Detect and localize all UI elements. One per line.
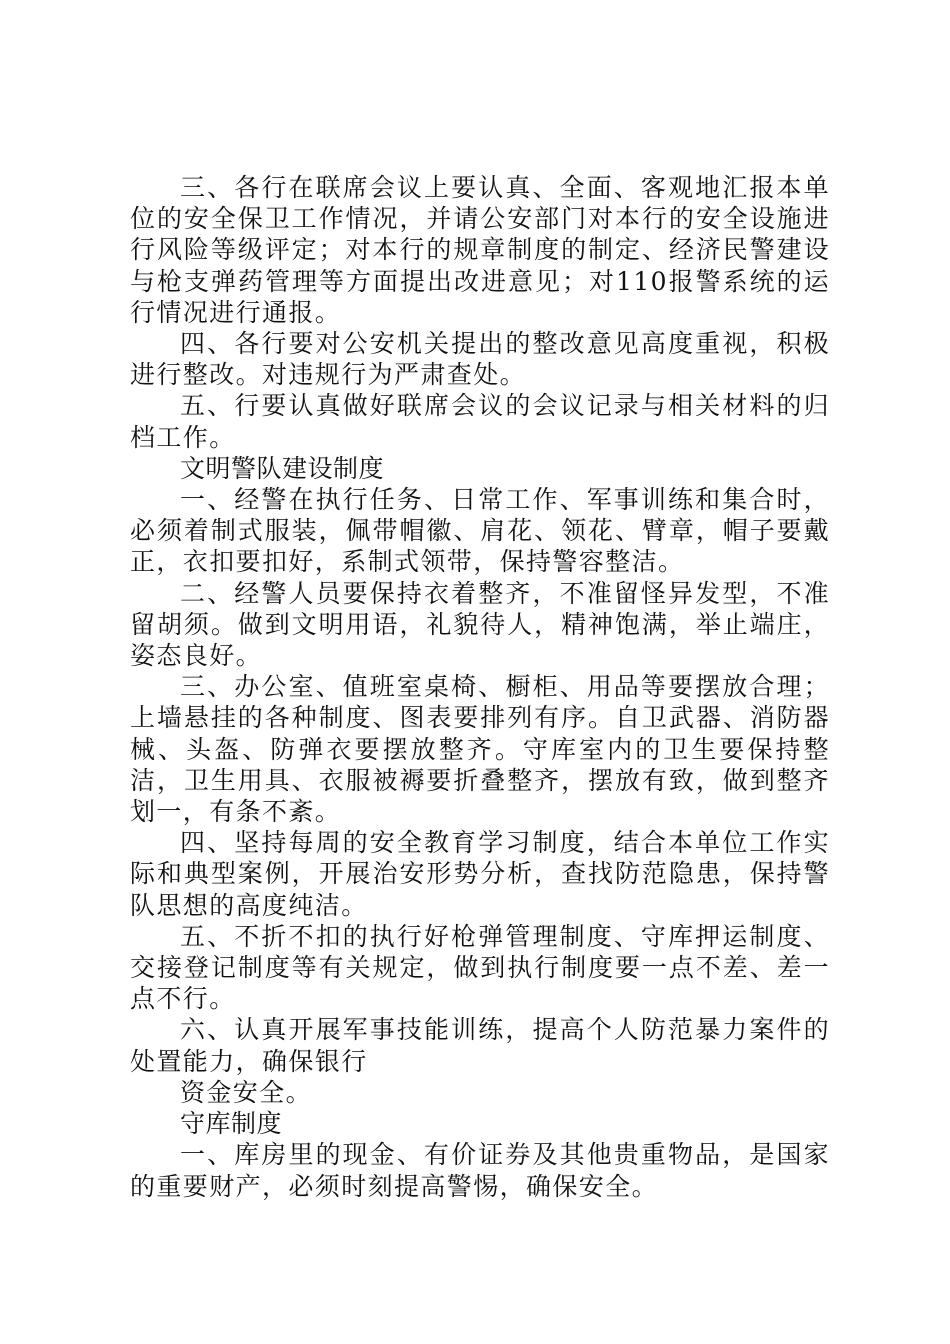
section-heading-civilized-police: 文明警队建设制度 (180, 453, 385, 483)
paragraph-uniform: 一、经警在执行任务、日常工作、军事训练和集合时，必须着制式服装，佩带帽徽、肩花、领花、臂章，帽子要戴正，衣扣要扣好，系制式领带，保持警容整洁。 (130, 485, 830, 577)
paragraph-regulations: 五、不折不扣的执行好枪弹管理制度、守库押运制度、交接登记制度等有关规定，做到执行制度要一点不差、差一点不行。 (130, 921, 830, 1014)
paragraph-archiving: 五、行要认真做好联席会议的会议记录与相关材料的归档工作。 (130, 391, 830, 452)
paragraph-office-order: 三、办公室、值班室桌椅、橱柜、用品等要摆放合理；上墙悬挂的各种制度、图表要排列有序。自卫武器、消防器械、头盔、防弹衣要摆放整齐。守库室内的卫生要保持整洁，卫生用具、衣服被褥要折叠整齐，摆放有致，做到整齐划一，有条不紊。 (130, 672, 830, 827)
paragraph-appearance: 二、经警人员要保持衣着整齐，不准留怪异发型，不准留胡须。做到文明用语，礼貌待人，精神饱满，举止端庄，姿态良好。 (130, 578, 830, 671)
paragraph-vault-assets: 一、库房里的现金、有价证券及其他贵重物品，是国家的重要财产，必须时刻提高警惕，确保安全。 (130, 1140, 830, 1201)
paragraph-training: 六、认真开展军事技能训练，提高个人防范暴力案件的处置能力，确保银行 (130, 1015, 830, 1076)
section-heading-vault-guard: 守库制度 (180, 1109, 283, 1139)
paragraph-meeting-report: 三、各行在联席会议上要认真、全面、客观地汇报本单位的安全保卫工作情况，并请公安部门对本行的安全设施进行风险等级评定；对本行的规章制度的制定、经济民警建设与枪支弹药管理等方面提出改进意见；对110报警系统的运行情况进行通报。 (130, 173, 830, 327)
paragraph-rectification: 四、各行要对公安机关提出的整改意见高度重视，积极进行整改。对违规行为严肃查处。 (130, 329, 830, 390)
paragraph-fund-safety: 资金安全。 (180, 1077, 313, 1107)
paragraph-weekly-education: 四、坚持每周的安全教育学习制度，结合本单位工作实际和典型案例，开展治安形势分析，查找防范隐患，保持警队思想的高度纯洁。 (130, 828, 830, 920)
document-body (130, 172, 830, 1202)
